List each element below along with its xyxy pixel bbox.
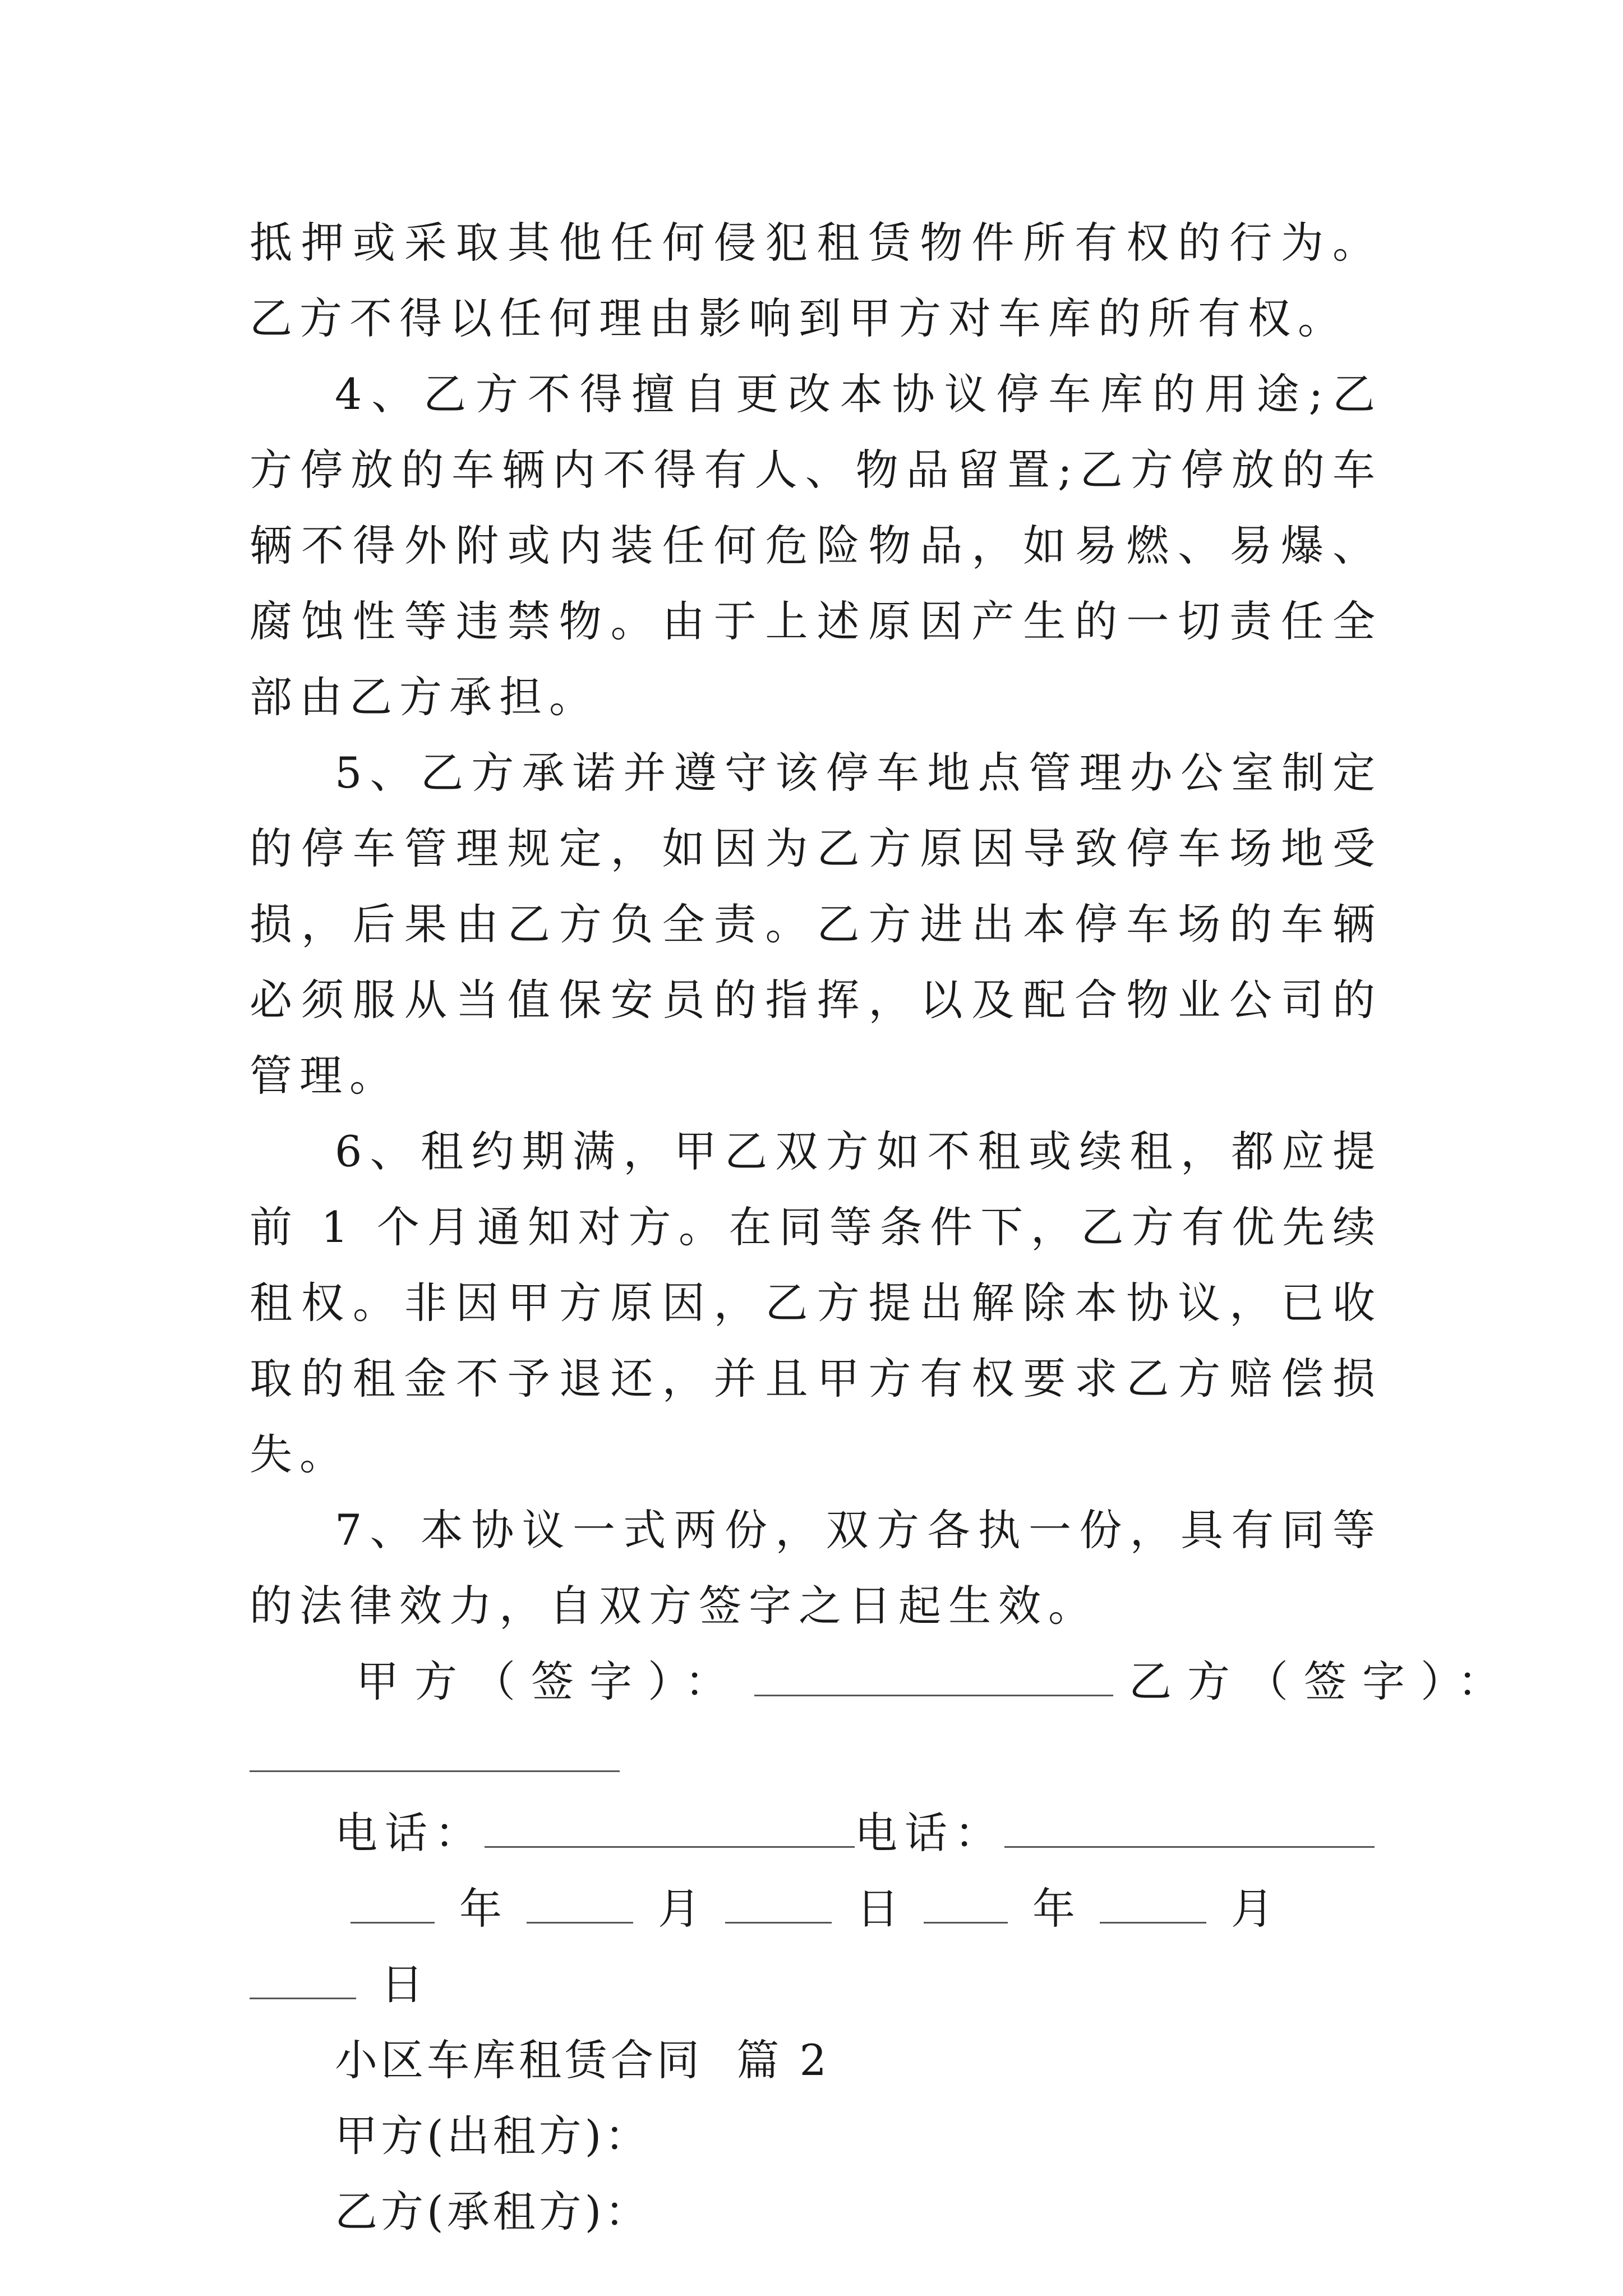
month-blank-a xyxy=(527,1888,633,1924)
phone-row xyxy=(335,1795,1382,1871)
year-unit-b: 年 xyxy=(1032,1884,1075,1934)
day-unit-a: 日 xyxy=(856,1884,899,1934)
party-a-signature-blank xyxy=(754,1661,1113,1696)
day-unit-b: 日 xyxy=(381,1959,431,2009)
section-2-title: 小区车库租赁合同 篇 2 xyxy=(335,2035,830,2085)
party-a-phone-label: 电话： xyxy=(335,1808,485,1858)
section-2-party-a: 甲方(出租方)： xyxy=(335,2111,651,2161)
year-unit-a: 年 xyxy=(459,1884,502,1934)
day-blank-b xyxy=(250,1964,356,1999)
month-blank-b xyxy=(1100,1888,1206,1924)
document-body xyxy=(250,205,1516,2249)
paragraph-clause-7: 7、本协议一式两份，双方各执一份，具有同等的法律效力，自双方签字之日起生效。 xyxy=(250,1505,1382,1631)
signature-continuation-row xyxy=(250,1719,1382,1795)
year-blank-a xyxy=(351,1888,435,1924)
section-2-party-b: 乙方(承租方)： xyxy=(335,2187,651,2237)
month-unit-a: 月 xyxy=(658,1884,700,1934)
paragraph-clause-5: 5、乙方承诺并遵守该停车地点管理办公室制定的停车管理规定，如因为乙方原因导致停车场地受损，后果由乙方负全责。乙方进出本停车场的车辆必须服从当值保安员的指挥，以及配合物业公司的管理。 xyxy=(250,748,1382,1101)
party-b-signature-label: 乙方（签字）： xyxy=(1129,1657,1516,1706)
party-b-phone-label: 电话： xyxy=(855,1808,1004,1858)
month-unit-b: 月 xyxy=(1231,1884,1274,1934)
date-continuation-row xyxy=(250,1947,1382,2022)
party-b-signature-blank xyxy=(250,1737,620,1772)
party-a-phone-blank xyxy=(485,1812,855,1848)
paragraph-clause-4: 4、乙方不得擅自更改本协议停车库的用途;乙方停放的车辆内不得有人、物品留置;乙方停放的车辆不得外附或内装任何危险物品，如易燃、易爆、腐蚀性等违禁物。由于上述原因产生的一切责任全部由乙方承担。 xyxy=(250,369,1382,722)
paragraph-clause-6: 6、租约期满，甲乙双方如不租或续租，都应提前 1 个月通知对方。在同等条件下，乙方有优先续租权。非因甲方原因，乙方提出解除本协议，已收取的租金不予退还，并且甲方有权要求乙方赔偿损失。 xyxy=(250,1126,1382,1479)
year-blank-b xyxy=(924,1888,1008,1924)
signature-row xyxy=(250,1644,1516,1719)
party-a-signature-label: 甲方（签字）： xyxy=(356,1657,743,1706)
day-blank-a xyxy=(725,1888,832,1924)
party-b-phone-blank xyxy=(1004,1812,1375,1848)
date-row xyxy=(351,1871,1382,1947)
paragraph-clause-3-continued: 抵押或采取其他任何侵犯租赁物件所有权的行为。乙方不得以任何理由影响到甲方对车库的所有权。 xyxy=(250,218,1382,343)
